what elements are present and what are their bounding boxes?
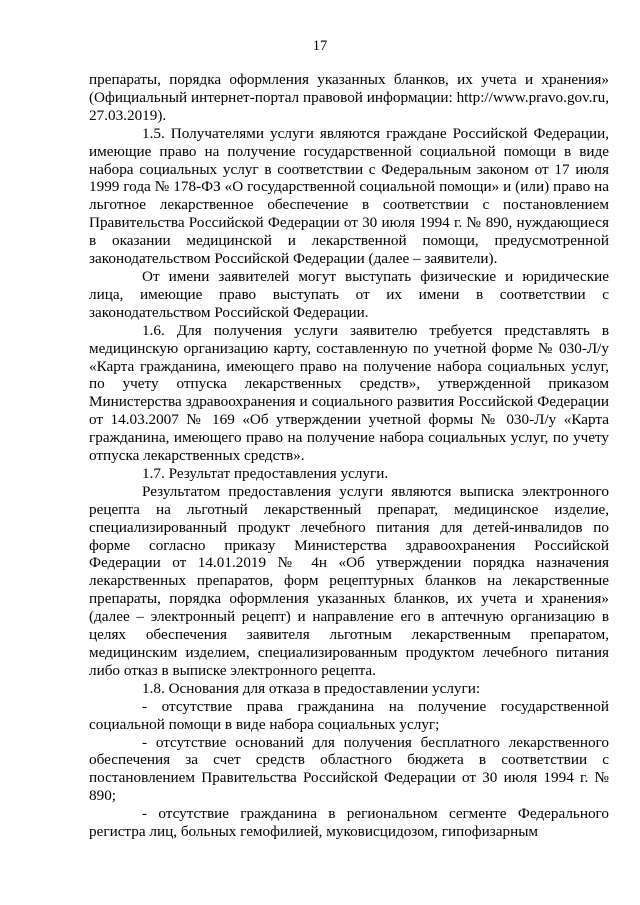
paragraph-1-7-result: Результатом предоставления услуги являются выписка электронного рецепта на льготный лекарственный препарат, медицинское изделие, специализированный продукт лечебного питания для детей-инвалидов по форме согласно приказу Министерства здравоохранения Российской Федерации от 14.01.2019 № 4н «Об утверждении порядка назначения лекарственных препаратов, форм рецептурных бланков на лекарственные препараты, порядка оформления указанных бланков, их учета и хранения» (далее – электронный рецепт) и направление его в аптечную организацию в целях обеспечения заявителя льготным лекарственным препаратом, медицинским изделием, специализированным продуктом лечебного питания либо отказ в выписке электронного рецепта. [89,482,609,679]
paragraph-1-6-card: 1.6. Для получения услуги заявителю требуется представлять в медицинскую организацию карту, составленную по учетной форме № 030-Л/у «Карта гражданина, имеющего право на получение набора социальных услуг, по учету отпуска лекарственных средств», утвержденной приказом Министерства здравоохранения и социального развития Российской Федерации от 14.03.2007 № 169 «Об утверждении учетной формы № 030-Л/у «Карта гражданина, имеющего право на получение набора социальных услуг, по учету отпуска лекарственных средств». [89,321,609,465]
paragraph-1-7-heading: 1.7. Результат предоставления услуги. [142,464,389,482]
paragraph-continuation: препараты, порядка оформления указанных бланков, их учета и хранения» (Официальный интернет-портал правовой информации: http://www.pravo.gov.ru, 27.03.2019). [89,71,609,124]
page-number: 17 [312,38,328,54]
paragraph-1-8-heading: 1.8. Основания для отказа в предоставлении услуги: [142,679,481,697]
list-item-refusal-2: - отсутствие оснований для получения бесплатного лекарственного обеспечения за счет средств областного бюджета в соответствии с постановлением Правительства Российской Федерации от 30 июля 1994 г. № 890; [89,733,609,805]
paragraph-representatives: От имени заявителей могут выступать физические и юридические лица, имеющие право выступать от их имени в соответствии с законодательством Российской Федерации. [89,267,609,321]
document-body [89,71,609,841]
list-item-refusal-3: - отсутствие гражданина в региональном сегменте Федерального регистра лиц, больных гемофилией, муковисцидозом, гипофизарным [89,805,609,841]
list-item-refusal-1: - отсутствие права гражданина на получение государственной социальной помощи в виде набора социальных услуг; [89,697,609,733]
paragraph-1-5-recipients: 1.5. Получателями услуги являются граждане Российской Федерации, имеющие право на получение государственной социальной помощи в виде набора социальных услуг в соответствии с Федеральным законом от 17 июля 1999 года № 178-ФЗ «О государственной социальной помощи» и (или) право на льготное лекарственное обеспечение в соответствии с постановлением Правительства Российской Федерации от 30 июля 1994 г. № 890, нуждающиеся в оказании медицинской и лекарственной помощи, предусмотренной законодательством Российской Федерации (далее – заявители). [89,124,609,268]
